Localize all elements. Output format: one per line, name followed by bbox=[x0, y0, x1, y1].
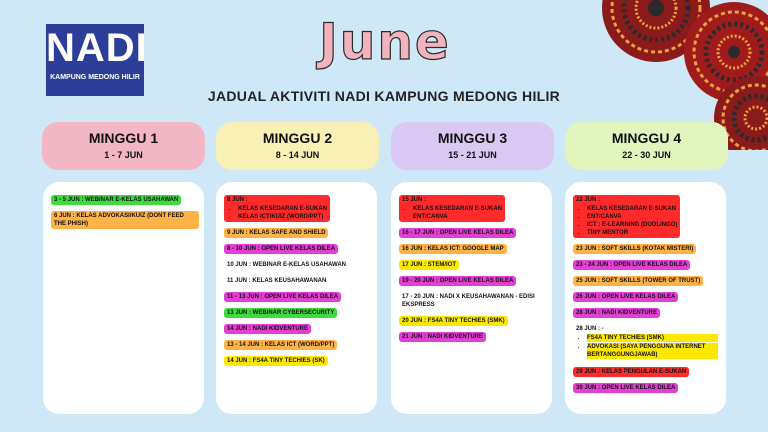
activity-text: 13 - 14 JUN : KELAS ICT (WORD/PPT) bbox=[227, 342, 335, 348]
activity-subitem: • ENT/CANVA bbox=[587, 213, 677, 221]
activity-sublist bbox=[576, 205, 677, 237]
activity-text: 21 JUN : NADI KIDVENTURE bbox=[402, 334, 484, 340]
activity-text: 20 JUN : FS4A TINY TECHIES (SMK) bbox=[402, 318, 505, 324]
activity-item bbox=[399, 316, 508, 326]
activity-subitem: • FS4A TINY TECHIES (SMK) bbox=[587, 334, 718, 342]
activity-item bbox=[51, 211, 199, 229]
activity-item bbox=[573, 324, 721, 361]
week-3-dates: 15 - 21 JUN bbox=[448, 150, 497, 160]
activity-text: 9 JUN : KELAS SAFE AND SHIELD bbox=[227, 230, 326, 236]
activity-text: 6 JUN : KELAS ADVOKASI/KUIZ (DONT FEED THE PHISH) bbox=[54, 213, 184, 227]
activity-text: 8 JUN : bbox=[227, 197, 248, 203]
activity-subitem: • ADVOKASI (SAYA PENGGUNA INTERNET BERTANGGUNGJAWAB) bbox=[587, 343, 718, 359]
activity-text: 11 JUN : KELAS KEUSAHAWANAN bbox=[227, 278, 327, 284]
activity-subitem: • KELAS KESEDARAN E-SUKAN bbox=[587, 205, 677, 213]
logo-subtitle: KAMPUNG MEDONG HILIR bbox=[50, 74, 140, 81]
activity-item bbox=[573, 276, 703, 286]
activity-text: 14 JUN : NADI KIDVENTURE bbox=[227, 326, 309, 332]
activity-item bbox=[224, 244, 338, 254]
activity-sublist bbox=[576, 334, 718, 359]
activity-text: 25 JUN : SOFT SKILLS (TOWER OF TRUST) bbox=[576, 278, 701, 284]
activity-item bbox=[573, 260, 690, 270]
activity-item bbox=[224, 228, 328, 238]
week-2-items bbox=[224, 195, 372, 372]
activity-sublist bbox=[227, 205, 327, 221]
activity-subitem: • TINY MENTOR bbox=[587, 229, 677, 237]
activity-text: 19 - 20 JUN : OPEN LIVE KELAS DILEA bbox=[402, 278, 514, 284]
activity-text: 15 JUN : bbox=[402, 197, 427, 203]
week-1-header bbox=[42, 122, 205, 170]
activity-item bbox=[399, 260, 459, 270]
week-2-title: MINGGU 2 bbox=[262, 130, 333, 146]
activity-subitem: • KELAS KESEDARAN E-SUKAN bbox=[413, 205, 502, 213]
activity-text: 16 - 17 JUN : OPEN LIVE KELAS DILEA bbox=[402, 230, 514, 236]
week-3-panel bbox=[391, 182, 552, 414]
activity-item bbox=[51, 195, 181, 205]
week-2-header bbox=[216, 122, 379, 170]
activity-subitem: • KELAS KESEDARAN E-SUKAN bbox=[238, 205, 327, 213]
activity-text: 16 JUN : KELAS ICT: GOOGLE MAP bbox=[402, 246, 504, 252]
activity-text: 17 JUN : STEM/IOT bbox=[402, 262, 457, 268]
activity-item bbox=[399, 228, 516, 238]
activity-item bbox=[224, 260, 349, 270]
activity-item bbox=[224, 356, 328, 366]
activity-text: 11 - 13 JUN : OPEN LIVE KELAS DILEA bbox=[227, 294, 339, 300]
activity-text: 14 JUN : FS4A TINY TECHIES (SK) bbox=[227, 358, 325, 364]
activity-item bbox=[573, 383, 678, 393]
week-4-items bbox=[573, 195, 721, 399]
activity-text: 28 JUN : - bbox=[576, 326, 604, 332]
activity-item bbox=[224, 195, 330, 222]
activity-text: 23 - 24 JUN : OPEN LIVE KELAS DILEA bbox=[576, 262, 688, 268]
activity-text: 8 - 10 JUN : OPEN LIVE KELAS DILEA bbox=[227, 246, 336, 252]
activity-item bbox=[573, 308, 660, 318]
activity-item bbox=[573, 367, 689, 377]
activity-text: 29 JUN : KELAS PENGULAN E-SUKAN bbox=[576, 369, 687, 375]
month-title: June bbox=[319, 13, 451, 71]
activity-text: 13 JUN : WEBINAR CYBERSECURITY bbox=[227, 310, 335, 316]
week-3-items bbox=[399, 195, 547, 348]
schedule-subtitle: JADUAL AKTIVITI NADI KAMPUNG MEDONG HILIR bbox=[207, 88, 561, 104]
week-4-panel bbox=[565, 182, 726, 414]
activity-item bbox=[573, 195, 680, 238]
activity-text: 17 - 20 JUN : NADI X KEUSAHAWANAN - EDISI EKSPRESS bbox=[402, 294, 535, 308]
activity-item bbox=[399, 195, 505, 222]
activity-item bbox=[399, 276, 516, 286]
activity-item bbox=[399, 244, 507, 254]
activity-item bbox=[224, 308, 337, 318]
activity-item bbox=[573, 244, 696, 254]
activity-text: 30 JUN : OPEN LIVE KELAS DILEA bbox=[576, 385, 676, 391]
week-2-panel bbox=[216, 182, 377, 414]
week-1-panel bbox=[43, 182, 204, 414]
activity-text: 10 JUN : WEBINAR E-KELAS USAHAWAN bbox=[227, 262, 347, 268]
week-2-dates: 8 - 14 JUN bbox=[275, 150, 320, 160]
activity-text: 3 - 5 JUN : WEBINAR E-KELAS USAHAWAN bbox=[54, 197, 179, 203]
activity-item bbox=[224, 292, 341, 302]
activity-text: 26 JUN : OPEN LIVE KELAS DILEA bbox=[576, 294, 676, 300]
week-4-header bbox=[565, 122, 728, 170]
activity-item bbox=[224, 276, 329, 286]
activity-subitem: • ICT : E-LEARNING (DUOLINGO) bbox=[587, 221, 677, 229]
week-1-title: MINGGU 1 bbox=[88, 130, 159, 146]
activity-item bbox=[399, 332, 486, 342]
activity-text: 28 JUN : NADI KIDVENTURE bbox=[576, 310, 658, 316]
nadi-logo bbox=[46, 24, 148, 96]
week-1-items bbox=[51, 195, 199, 235]
activity-item bbox=[399, 292, 547, 310]
week-4-title: MINGGU 4 bbox=[611, 130, 682, 146]
week-4-dates: 22 - 30 JUN bbox=[622, 150, 671, 160]
activity-sublist bbox=[402, 205, 502, 221]
activity-item bbox=[224, 340, 337, 350]
week-3-header bbox=[391, 122, 554, 170]
activity-subitem: • KELAS ICT/KUIZ (WORD/PPT) bbox=[238, 213, 327, 221]
activity-subitem: • ENT/CANVA bbox=[413, 213, 502, 221]
activity-item bbox=[573, 292, 678, 302]
week-3-title: MINGGU 3 bbox=[437, 130, 508, 146]
logo-title: NADI bbox=[46, 26, 148, 70]
activity-text: 22 JUN : bbox=[576, 197, 601, 203]
activity-text: 23 JUN : SOFT SKILLS (KOTAK MISTERI) bbox=[576, 246, 694, 252]
activity-item bbox=[224, 324, 311, 334]
week-1-dates: 1 - 7 JUN bbox=[104, 150, 143, 160]
